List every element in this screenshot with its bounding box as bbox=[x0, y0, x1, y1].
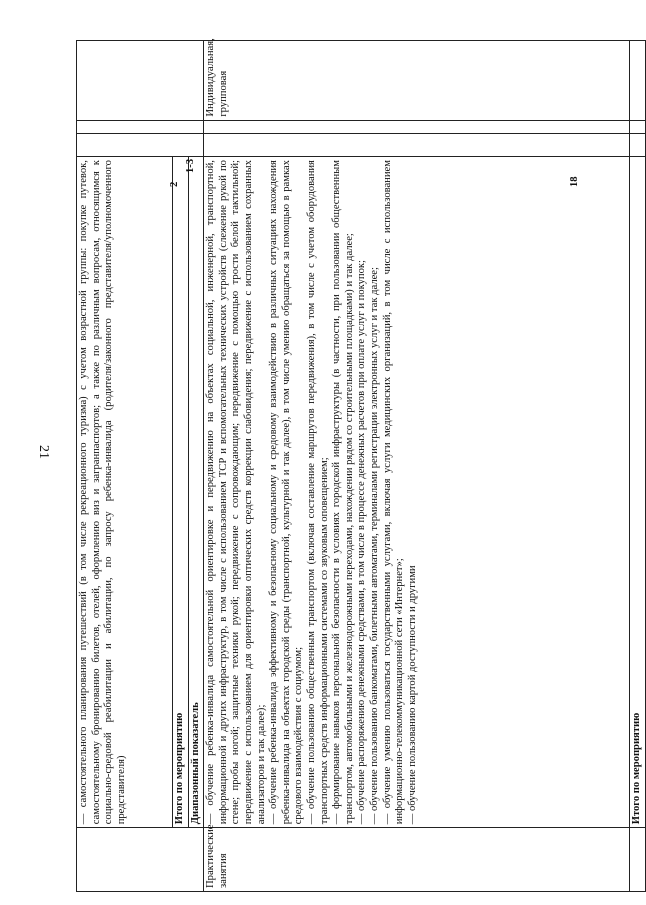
list-item: — обучение умению пользоваться государственными услугами, включая услуги медицинских организаций, в том числе с использованием информационно-телекоммуникационной сети «Интернет»; bbox=[381, 160, 406, 825]
form-cell: Индивидуальная, групповая bbox=[204, 41, 630, 121]
category-cell: Практические занятия bbox=[204, 828, 630, 892]
activities-table bbox=[76, 40, 646, 892]
list-item: — обучение ребенка-инвалида эффективному и безопасному социальному и средовому взаимодействию в различных ситуациях нахождения ребенка-инвалида на объектах городской среды (транспортной, культурной и так далее), в том числе умению обращаться за помощью в рамках средового взаимодействия с социумом; bbox=[268, 160, 305, 825]
range-value: 1-3 bbox=[185, 158, 196, 173]
page-number: 21 bbox=[36, 445, 51, 459]
empty-cell bbox=[630, 134, 646, 157]
empty-cell bbox=[204, 120, 630, 134]
list-item: — формирование навыков персональной безопасности в условиях городской инфраструктуры (в частности, при пользовании общественным транспортом, автомобильными и железнодорожными переходами, нахождении рядом со строительными площадками) и так далее; bbox=[331, 160, 355, 825]
list-item: — обучение пользованию картой доступности и другими bbox=[406, 565, 418, 825]
empty-form-cell bbox=[77, 41, 204, 121]
list-item: — обучение пользованию общественным транспортом (включая составление маршрутов передвижения), в том числе с учетом оборудования транспортных средств информационными системами со звуковым оповещением; bbox=[305, 160, 330, 825]
empty-cell bbox=[630, 41, 646, 121]
practical-items bbox=[204, 157, 630, 828]
practical-total-label: Итого по мероприятию bbox=[630, 157, 646, 828]
list-item: — обучение ребенка-инвалида самостоятельной ориентировке и передвижению на объектах социальной, инженерной, транспортной, информационной и других инфраструктур, в том числе с использованием ТСР и вспомогательных технических устройств (слежение рукой по стене; пробы ногой; защитные техники рукой; передвижение с сопровождающим; передвижение с помощью трости белой тактильной; передвижение с использованием для ориентировки оптических средств коррекции слабовидения; передвижение с использованием сохранных анализаторов и так далее); bbox=[205, 160, 267, 825]
table-row bbox=[77, 41, 173, 892]
empty-category-cell bbox=[77, 828, 204, 892]
top-total-value: 2 bbox=[169, 181, 180, 187]
empty-cell bbox=[630, 828, 646, 892]
top-block-text: — самостоятельного планирования путешествий (в том числе рекреационного туризма) с учетом возрастной группы: покупке путевок, самостоятельному бронированию билетов, отелей, оформлению виз и загранпаспортов; а также по различным вопросам, относящимся к социально-средовой реабилитации и абилитации, по запросу ребенка-инвалида (родителя/законного представителя/уполномоченного представителя) bbox=[77, 157, 173, 828]
practical-total-value: 18 bbox=[569, 176, 580, 187]
empty-cell bbox=[77, 120, 204, 134]
range-label: Диапазонный показатель bbox=[188, 157, 204, 828]
table-row bbox=[204, 41, 630, 892]
list-item: — обучение пользованию банкоматами, билетными автоматами, терминалами регистрации электронных услуг и так далее; bbox=[368, 267, 380, 825]
table-row bbox=[630, 41, 646, 892]
rotated-table-wrapper bbox=[76, 40, 646, 892]
empty-cell bbox=[204, 134, 630, 157]
total-label: Итого по мероприятию bbox=[173, 157, 189, 828]
list-item: — обучение распоряжению денежными средствами, в том числе в процессе денежных расчетов при оплате услуг и покупок; bbox=[356, 260, 368, 825]
empty-cell bbox=[630, 120, 646, 134]
